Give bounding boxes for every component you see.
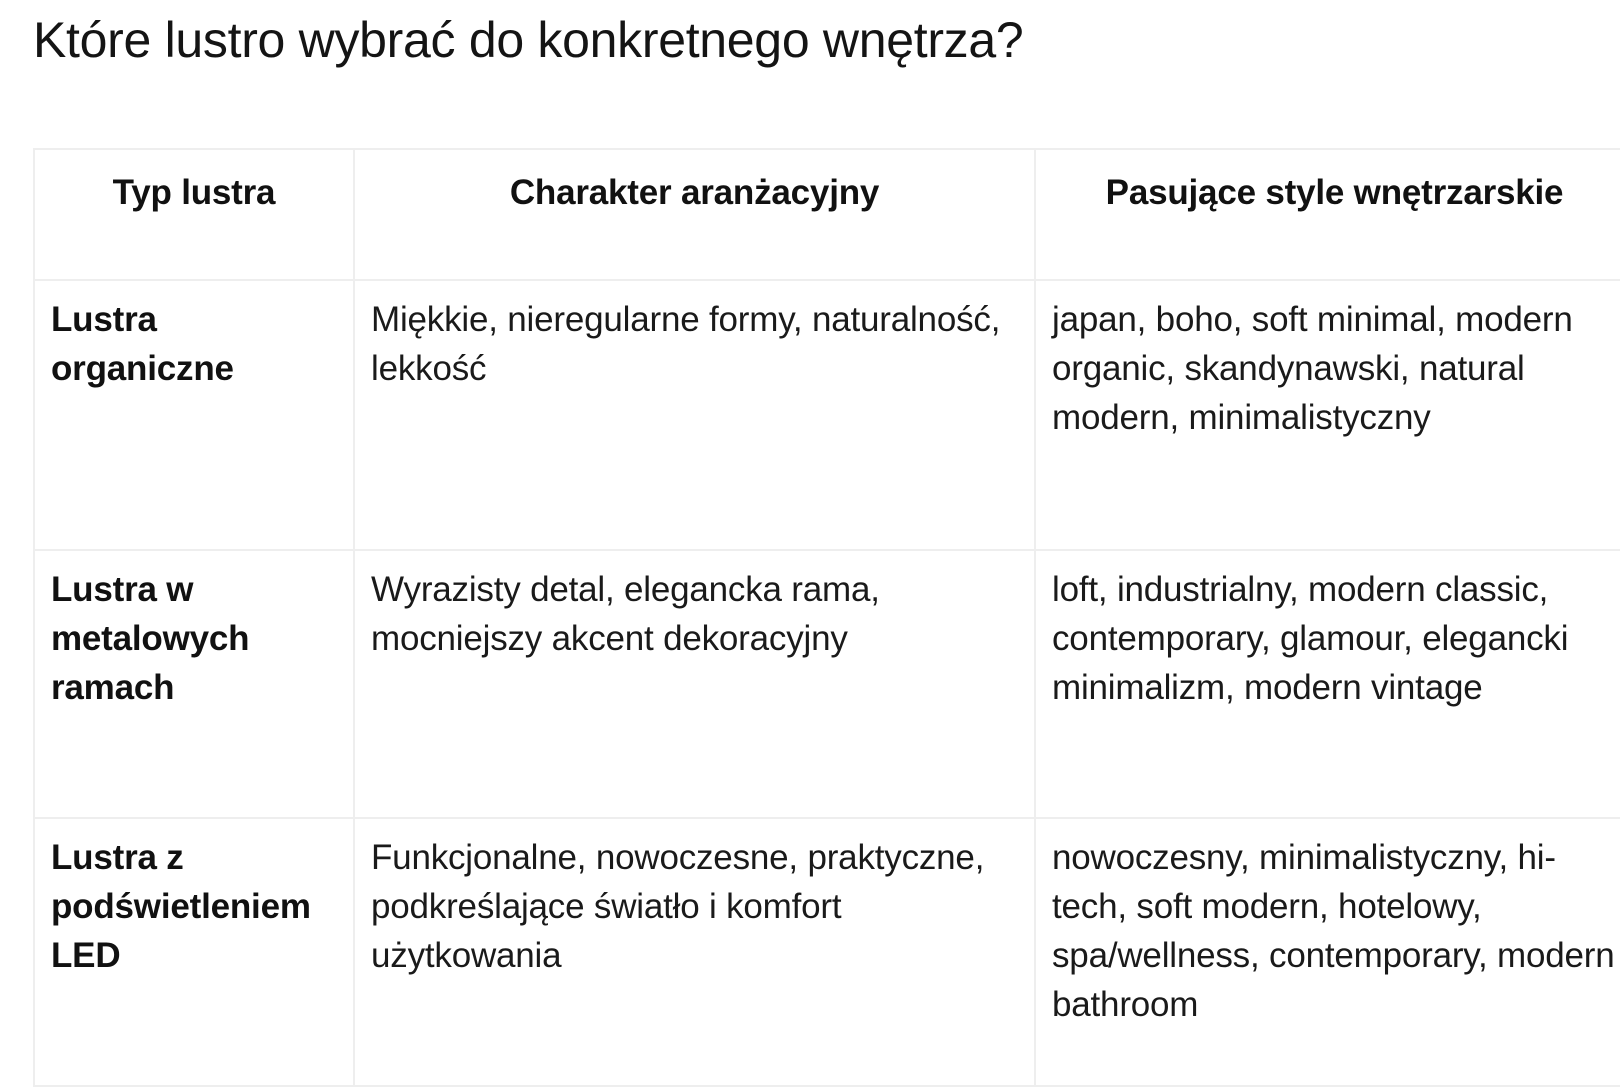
styles-text: japan, boho, soft minimal, modern organic, skandynawski, natural modern, minimalistyczny [1052,300,1573,437]
mirror-comparison-table [33,148,1620,1087]
styles-text: nowoczesny, minimalistyczny, hi-tech, soft modern, hotelowy, spa/wellness, contemporary, modern bathroom [1052,838,1615,1024]
mirror-type-text: Lustra organiczne [51,300,234,388]
mirror-comparison-table-wrapper [33,148,1620,1088]
character-cell [354,550,1035,818]
header-matching-styles: Pasujące style wnętrzarskie [1035,149,1620,280]
table-row [34,818,1620,1086]
mirror-type-text: Lustra w metalowych ramach [51,570,250,707]
character-cell [354,280,1035,550]
styles-cell [1035,550,1620,818]
character-text: Funkcjonalne, nowoczesne, praktyczne, podkreślające światło i komfort użytkowania [371,838,985,975]
mirror-type-cell [34,818,354,1086]
header-arrangement-character: Charakter aranżacyjny [354,149,1035,280]
styles-cell [1035,818,1620,1086]
character-text: Miękkie, nieregularne formy, naturalność, lekkość [371,300,1001,388]
table-row [34,280,1620,550]
page-title: Które lustro wybrać do konkretnego wnętrza? [33,12,1024,68]
styles-cell [1035,280,1620,550]
table-header-row [34,149,1620,280]
character-cell [354,818,1035,1086]
styles-text: loft, industrialny, modern classic, contemporary, glamour, elegancki minimalizm, modern vintage [1052,570,1569,707]
table-row [34,550,1620,818]
header-mirror-type: Typ lustra [34,149,354,280]
mirror-type-cell [34,550,354,818]
mirror-type-text: Lustra z podświetleniem LED [51,838,311,975]
character-text: Wyrazisty detal, elegancka rama, mocniejszy akcent dekoracyjny [371,570,880,658]
mirror-type-cell [34,280,354,550]
